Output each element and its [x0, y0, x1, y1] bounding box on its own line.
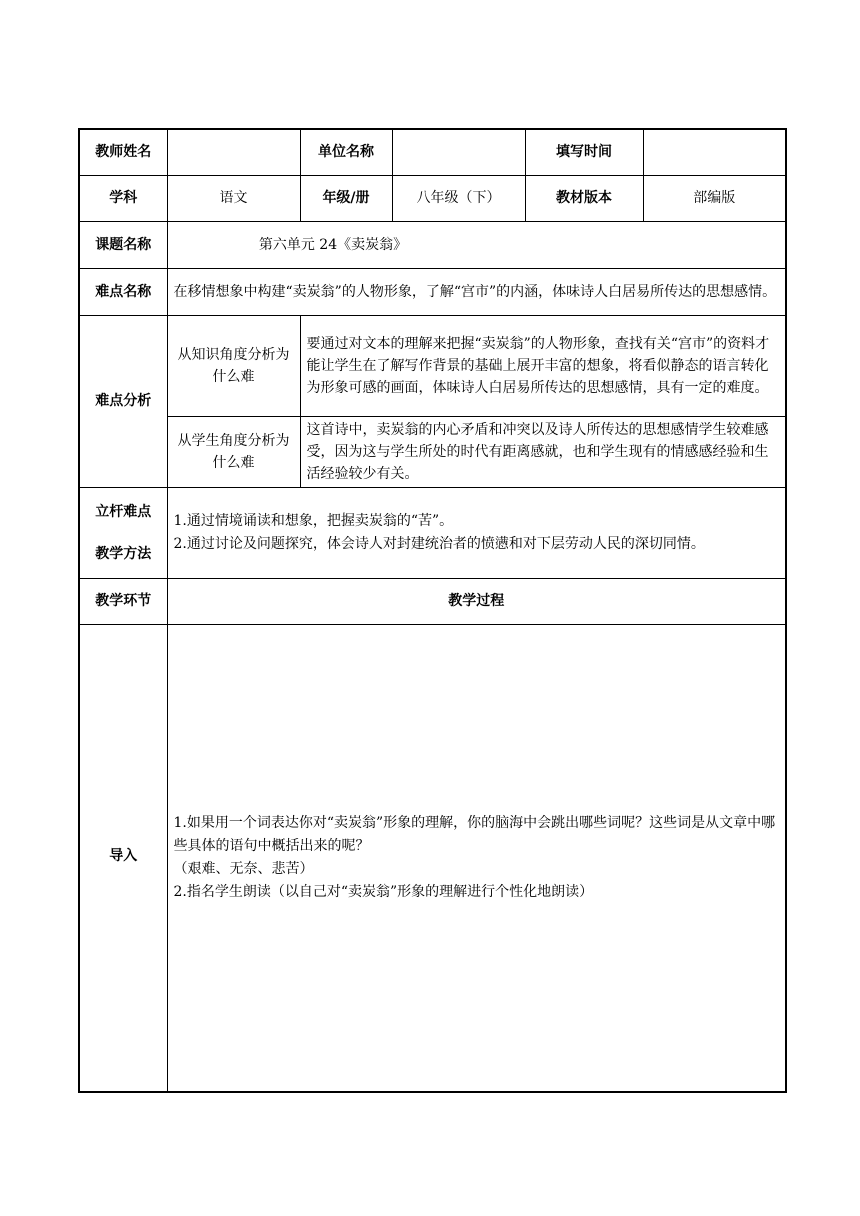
method-text — [167, 487, 786, 578]
difficulty-row — [79, 268, 786, 315]
knowledge-angle-label: 从知识角度分析为什么难 — [167, 315, 300, 416]
unit-name-value — [392, 129, 525, 175]
teacher-name-value — [167, 129, 300, 175]
intro-line-3: 2.指名学生朗读（以自己对“卖炭翁”形象的理解进行个性化地朗读） — [173, 883, 594, 900]
analysis-knowledge-row — [79, 315, 786, 416]
grade-value: 八年级（下） — [392, 175, 525, 221]
analysis-student-row — [79, 416, 786, 487]
fill-date-label: 填写时间 — [525, 129, 643, 175]
difficulty-value: 在移情想象中构建“卖炭翁”的人物形象，了解“宫市”的内涵，体味诗人白居易所传达的思想感情。 — [167, 268, 786, 315]
method-label-bottom: 教学方法 — [95, 545, 152, 562]
intro-line-1: 1.如果用一个词表达你对“卖炭翁”形象的理解，你的脑海中会跳出哪些词呢？这些词是从文章中哪些具体的语句中概括出来的呢？ — [173, 814, 776, 854]
lesson-title-value — [167, 221, 786, 268]
intro-process-text — [167, 624, 786, 1092]
unit-name-label: 单位名称 — [300, 129, 392, 175]
method-line-2: 2.通过讨论及问题探究，体会诗人对封建统治者的愤懑和对下层劳动人民的深切同情。 — [173, 535, 705, 552]
lesson-plan-table — [78, 128, 787, 1093]
student-angle-label: 从学生角度分析为什么难 — [167, 416, 300, 487]
teacher-name-label: 教师姓名 — [79, 129, 167, 175]
intro-row — [79, 624, 786, 1092]
difficulty-label: 难点名称 — [79, 268, 167, 315]
intro-line-2: （艰难、无奈、悲苦） — [173, 860, 314, 877]
edition-label: 教材版本 — [525, 175, 643, 221]
intro-stage-label: 导入 — [79, 624, 167, 1092]
title-row — [79, 221, 786, 268]
process-header: 教学过程 — [167, 578, 786, 624]
method-line-1: 1.通过情境诵读和想象，把握卖炭翁的“苦”。 — [173, 512, 454, 529]
student-angle-text: 这首诗中，卖炭翁的内心矛盾和冲突以及诗人所传达的思想感情学生较难感受，因为这与学生所处的时代有距离感就，也和学生现有的情感感经验和生活经验较少有关。 — [300, 416, 786, 487]
method-row — [79, 487, 786, 578]
method-label-cell — [79, 487, 167, 578]
subject-label: 学科 — [79, 175, 167, 221]
grade-label: 年级/册 — [300, 175, 392, 221]
edition-value: 部编版 — [643, 175, 786, 221]
process-header-row — [79, 578, 786, 624]
analysis-label: 难点分析 — [79, 315, 167, 487]
lesson-title-label: 课题名称 — [79, 221, 167, 268]
knowledge-angle-text: 要通过对文本的理解来把握“卖炭翁”的人物形象，查找有关“宫市”的资料才能让学生在了解写作背景的基础上展开丰富的想象，将看似静态的语言转化为形象可感的画面，体味诗人白居易所传达的思想感情，具有一定的难度。 — [300, 315, 786, 416]
subject-value: 语文 — [167, 175, 300, 221]
info-row — [79, 175, 786, 221]
header-row — [79, 129, 786, 175]
lesson-title-text: 第六单元 24《卖炭翁》 — [258, 236, 408, 253]
fill-date-value — [643, 129, 786, 175]
method-label-top: 立杆难点 — [95, 503, 152, 520]
stage-header: 教学环节 — [79, 578, 167, 624]
